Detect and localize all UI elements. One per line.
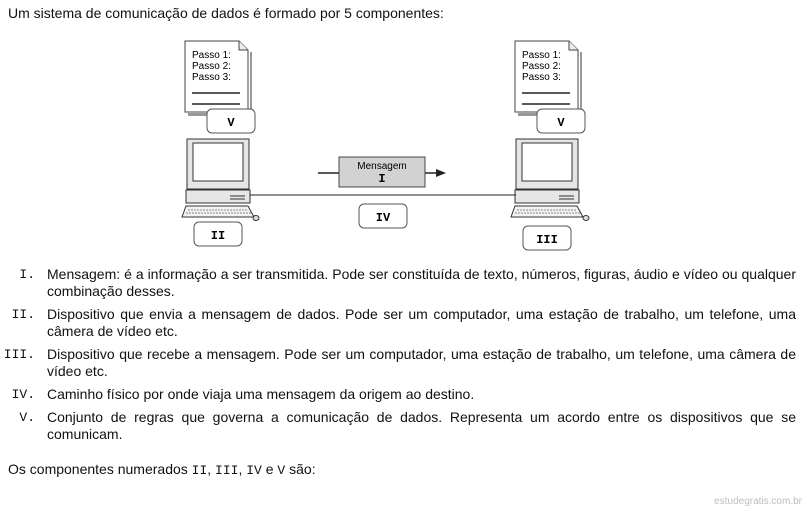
item-number: II. bbox=[11, 307, 35, 322]
item-number: I. bbox=[19, 267, 35, 282]
message-code: I bbox=[378, 172, 386, 186]
computer-right-icon bbox=[511, 139, 589, 221]
doc-right-line-2: Passo 2: bbox=[522, 61, 561, 72]
component-v: V bbox=[277, 463, 286, 478]
doc-left-line-3: Passo 3: bbox=[192, 72, 231, 83]
component-ii: II bbox=[191, 463, 208, 478]
label-ii: II bbox=[210, 229, 226, 243]
doc-right-line-1: Passo 1: bbox=[522, 50, 561, 61]
intro-text: Um sistema de comunicação de dados é formado por 5 componentes: bbox=[8, 5, 444, 21]
computer-left-icon bbox=[182, 139, 259, 221]
label-iii: III bbox=[536, 233, 558, 247]
message-title: Mensagem bbox=[357, 161, 407, 172]
communication-diagram bbox=[0, 30, 808, 260]
list-item bbox=[0, 386, 808, 403]
label-v-left: V bbox=[227, 116, 235, 130]
document-left-icon bbox=[185, 41, 252, 116]
item-number: IV. bbox=[11, 387, 35, 402]
definitions-list bbox=[0, 266, 808, 449]
conjunction: e bbox=[265, 461, 274, 477]
component-iv: IV bbox=[246, 463, 262, 478]
item-number: III. bbox=[3, 347, 35, 362]
list-item bbox=[0, 409, 808, 443]
item-text: Dispositivo que recebe a mensagem. Pode ser um computador, uma estação de trabalho, um telefone, uma câmera de vídeo etc. bbox=[47, 346, 796, 379]
prompt-prefix: Os componentes numerados bbox=[8, 461, 188, 477]
prompt-suffix: são: bbox=[289, 461, 316, 477]
doc-right-line-3: Passo 3: bbox=[522, 72, 561, 83]
doc-left-line-1: Passo 1: bbox=[192, 50, 231, 61]
list-item bbox=[0, 306, 808, 340]
separator: , bbox=[238, 461, 243, 477]
component-iii: III bbox=[215, 463, 239, 478]
document-right-icon bbox=[515, 41, 582, 116]
separator: , bbox=[207, 461, 212, 477]
item-text: Mensagem: é a informação a ser transmitida. Pode ser constituída de texto, números, figuras, áudio e vídeo ou qualquer combinação desses. bbox=[47, 266, 796, 299]
item-text: Caminho físico por onde viaja uma mensagem da origem ao destino. bbox=[47, 386, 475, 402]
label-iv: IV bbox=[375, 211, 391, 225]
label-v-right: V bbox=[557, 116, 565, 130]
message-arrowhead-icon bbox=[436, 169, 446, 177]
doc-left-line-2: Passo 2: bbox=[192, 61, 231, 72]
item-number: V. bbox=[19, 410, 35, 425]
item-text: Dispositivo que envia a mensagem de dados. Pode ser um computador, uma estação de trabalho, um telefone, uma câmera de vídeo etc. bbox=[47, 306, 796, 339]
item-text: Conjunto de regras que governa a comunicação de dados. Representa um acordo entre os dispositivos que se comunicam. bbox=[47, 409, 796, 442]
watermark: estudegratis.com.br bbox=[714, 496, 802, 507]
question-prompt bbox=[8, 461, 316, 478]
list-item bbox=[0, 346, 808, 380]
list-item bbox=[0, 266, 808, 300]
